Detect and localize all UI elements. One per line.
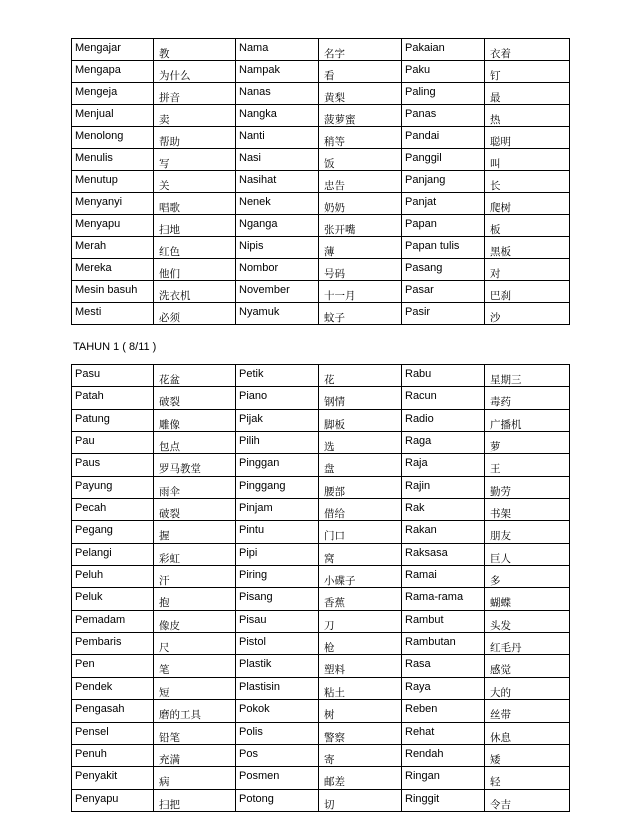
chinese-translation-cell: 爬树 xyxy=(485,193,570,215)
malay-word-cell: Pemadam xyxy=(72,610,154,632)
chinese-translation-cell: 叫 xyxy=(485,149,570,171)
malay-word-cell: Mesin basuh xyxy=(72,281,154,303)
malay-word-cell: Posmen xyxy=(236,767,319,789)
malay-word-cell: Nangka xyxy=(236,105,319,127)
chinese-translation-cell: 十一月 xyxy=(319,281,402,303)
chinese-translation-cell: 头发 xyxy=(485,610,570,632)
chinese-translation-cell: 小碟子 xyxy=(319,566,402,588)
section-heading: TAHUN 1 ( 8/11 ) xyxy=(73,341,157,353)
malay-word-cell: Ramai xyxy=(402,566,485,588)
malay-word-cell: Mengeja xyxy=(72,83,154,105)
malay-word-cell: Paling xyxy=(402,83,485,105)
chinese-translation-cell: 书架 xyxy=(485,499,570,521)
chinese-translation-cell: 腰部 xyxy=(319,476,402,498)
malay-word-cell: Pensel xyxy=(72,722,154,744)
malay-word-cell: Mengapa xyxy=(72,61,154,83)
table-row xyxy=(72,409,570,431)
chinese-translation-cell: 病 xyxy=(154,767,236,789)
table-row xyxy=(72,655,570,677)
table-row xyxy=(72,767,570,789)
malay-word-cell: Patah xyxy=(72,387,154,409)
table-row xyxy=(72,365,570,387)
malay-word-cell: Nanas xyxy=(236,83,319,105)
chinese-translation-cell: 忠告 xyxy=(319,171,402,193)
malay-word-cell: Rabu xyxy=(402,365,485,387)
table-row xyxy=(72,215,570,237)
malay-word-cell: Paku xyxy=(402,61,485,83)
chinese-translation-cell: 饭 xyxy=(319,149,402,171)
chinese-translation-cell: 花盆 xyxy=(154,365,236,387)
malay-word-cell: Pau xyxy=(72,432,154,454)
chinese-translation-cell: 邮差 xyxy=(319,767,402,789)
malay-word-cell: Menjual xyxy=(72,105,154,127)
malay-word-cell: Mengajar xyxy=(72,39,154,61)
chinese-translation-cell: 洗衣机 xyxy=(154,281,236,303)
malay-word-cell: Pandai xyxy=(402,127,485,149)
chinese-translation-cell: 钢情 xyxy=(319,387,402,409)
malay-word-cell: Plastisin xyxy=(236,677,319,699)
malay-word-cell: Nyamuk xyxy=(236,303,319,325)
malay-word-cell: Nganga xyxy=(236,215,319,237)
malay-word-cell: Pijak xyxy=(236,409,319,431)
chinese-translation-cell: 必须 xyxy=(154,303,236,325)
chinese-translation-cell: 罗马教堂 xyxy=(154,454,236,476)
chinese-translation-cell: 关 xyxy=(154,171,236,193)
chinese-translation-cell: 毒药 xyxy=(485,387,570,409)
chinese-translation-cell: 包点 xyxy=(154,432,236,454)
malay-word-cell: Rehat xyxy=(402,722,485,744)
malay-word-cell: Mereka xyxy=(72,259,154,281)
vocabulary-table-1 xyxy=(71,38,570,325)
malay-word-cell: Panggil xyxy=(402,149,485,171)
malay-word-cell: Nampak xyxy=(236,61,319,83)
malay-word-cell: Pendek xyxy=(72,677,154,699)
chinese-translation-cell: 破裂 xyxy=(154,387,236,409)
malay-word-cell: Papan xyxy=(402,215,485,237)
malay-word-cell: Pinggang xyxy=(236,476,319,498)
table-row xyxy=(72,39,570,61)
chinese-translation-cell: 聪明 xyxy=(485,127,570,149)
chinese-translation-cell: 切 xyxy=(319,789,402,811)
chinese-translation-cell: 充满 xyxy=(154,744,236,766)
chinese-translation-cell: 破裂 xyxy=(154,499,236,521)
chinese-translation-cell: 广播机 xyxy=(485,409,570,431)
chinese-translation-cell: 塑料 xyxy=(319,655,402,677)
malay-word-cell: Pasang xyxy=(402,259,485,281)
chinese-translation-cell: 沙 xyxy=(485,303,570,325)
chinese-translation-cell: 板 xyxy=(485,215,570,237)
malay-word-cell: Pasu xyxy=(72,365,154,387)
malay-word-cell: Nasihat xyxy=(236,171,319,193)
chinese-translation-cell: 勤劳 xyxy=(485,476,570,498)
chinese-translation-cell: 感觉 xyxy=(485,655,570,677)
chinese-translation-cell: 尺 xyxy=(154,633,236,655)
malay-word-cell: Nasi xyxy=(236,149,319,171)
table-row xyxy=(72,633,570,655)
chinese-translation-cell: 树 xyxy=(319,700,402,722)
table-row xyxy=(72,744,570,766)
chinese-translation-cell: 看 xyxy=(319,61,402,83)
chinese-translation-cell: 拼音 xyxy=(154,83,236,105)
malay-word-cell: Nipis xyxy=(236,237,319,259)
chinese-translation-cell: 最 xyxy=(485,83,570,105)
table-row xyxy=(72,193,570,215)
chinese-translation-cell: 扫把 xyxy=(154,789,236,811)
malay-word-cell: Merah xyxy=(72,237,154,259)
chinese-translation-cell: 菠萝蜜 xyxy=(319,105,402,127)
malay-word-cell: Pisau xyxy=(236,610,319,632)
malay-word-cell: Panjang xyxy=(402,171,485,193)
vocabulary-table-1-body xyxy=(72,39,570,325)
malay-word-cell: Papan tulis xyxy=(402,237,485,259)
malay-word-cell: Piano xyxy=(236,387,319,409)
table-row xyxy=(72,476,570,498)
malay-word-cell: Pintu xyxy=(236,521,319,543)
malay-word-cell: Plastik xyxy=(236,655,319,677)
malay-word-cell: Radio xyxy=(402,409,485,431)
chinese-translation-cell: 寄 xyxy=(319,744,402,766)
table-row xyxy=(72,677,570,699)
table-row xyxy=(72,521,570,543)
chinese-translation-cell: 奶奶 xyxy=(319,193,402,215)
malay-word-cell: Pistol xyxy=(236,633,319,655)
table-row xyxy=(72,149,570,171)
chinese-translation-cell: 张开嘴 xyxy=(319,215,402,237)
table-row xyxy=(72,105,570,127)
malay-word-cell: Pasir xyxy=(402,303,485,325)
chinese-translation-cell: 稍等 xyxy=(319,127,402,149)
malay-word-cell: Reben xyxy=(402,700,485,722)
malay-word-cell: Mesti xyxy=(72,303,154,325)
malay-word-cell: Peluh xyxy=(72,566,154,588)
malay-word-cell: Panjat xyxy=(402,193,485,215)
malay-word-cell: Polis xyxy=(236,722,319,744)
malay-word-cell: Rambutan xyxy=(402,633,485,655)
chinese-translation-cell: 王 xyxy=(485,454,570,476)
chinese-translation-cell: 萝 xyxy=(485,432,570,454)
chinese-translation-cell: 雕像 xyxy=(154,409,236,431)
malay-word-cell: Pelangi xyxy=(72,543,154,565)
malay-word-cell: Rakan xyxy=(402,521,485,543)
table-row xyxy=(72,387,570,409)
malay-word-cell: Nanti xyxy=(236,127,319,149)
malay-word-cell: Ringgit xyxy=(402,789,485,811)
chinese-translation-cell: 花 xyxy=(319,365,402,387)
chinese-translation-cell: 像皮 xyxy=(154,610,236,632)
table-row xyxy=(72,237,570,259)
chinese-translation-cell: 红色 xyxy=(154,237,236,259)
chinese-translation-cell: 教 xyxy=(154,39,236,61)
chinese-translation-cell: 巴刹 xyxy=(485,281,570,303)
chinese-translation-cell: 汗 xyxy=(154,566,236,588)
chinese-translation-cell: 蝴蝶 xyxy=(485,588,570,610)
chinese-translation-cell: 矮 xyxy=(485,744,570,766)
malay-word-cell: Pen xyxy=(72,655,154,677)
chinese-translation-cell: 薄 xyxy=(319,237,402,259)
table-row xyxy=(72,171,570,193)
malay-word-cell: Pinggan xyxy=(236,454,319,476)
malay-word-cell: Pecah xyxy=(72,499,154,521)
malay-word-cell: Rasa xyxy=(402,655,485,677)
table-row xyxy=(72,610,570,632)
table-row xyxy=(72,566,570,588)
malay-word-cell: Pisang xyxy=(236,588,319,610)
table-row xyxy=(72,432,570,454)
malay-word-cell: Penyakit xyxy=(72,767,154,789)
chinese-translation-cell: 笔 xyxy=(154,655,236,677)
chinese-translation-cell: 唱歌 xyxy=(154,193,236,215)
table-row xyxy=(72,303,570,325)
malay-word-cell: Pokok xyxy=(236,700,319,722)
chinese-translation-cell: 为什么 xyxy=(154,61,236,83)
malay-word-cell: Menyapu xyxy=(72,215,154,237)
malay-word-cell: Rama-rama xyxy=(402,588,485,610)
chinese-translation-cell: 蚊子 xyxy=(319,303,402,325)
chinese-translation-cell: 令吉 xyxy=(485,789,570,811)
chinese-translation-cell: 窝 xyxy=(319,543,402,565)
malay-word-cell: Rendah xyxy=(402,744,485,766)
table-row xyxy=(72,127,570,149)
chinese-translation-cell: 星期三 xyxy=(485,365,570,387)
table-row xyxy=(72,61,570,83)
malay-word-cell: Menyanyi xyxy=(72,193,154,215)
vocabulary-table-2 xyxy=(71,364,570,812)
chinese-translation-cell: 香蕉 xyxy=(319,588,402,610)
table-row xyxy=(72,454,570,476)
chinese-translation-cell: 帮助 xyxy=(154,127,236,149)
chinese-translation-cell: 门口 xyxy=(319,521,402,543)
chinese-translation-cell: 黄梨 xyxy=(319,83,402,105)
chinese-translation-cell: 铅笔 xyxy=(154,722,236,744)
chinese-translation-cell: 刀 xyxy=(319,610,402,632)
chinese-translation-cell: 朋友 xyxy=(485,521,570,543)
malay-word-cell: Nama xyxy=(236,39,319,61)
malay-word-cell: Menutup xyxy=(72,171,154,193)
malay-word-cell: Paus xyxy=(72,454,154,476)
malay-word-cell: Rajin xyxy=(402,476,485,498)
malay-word-cell: Pembaris xyxy=(72,633,154,655)
malay-word-cell: Nenek xyxy=(236,193,319,215)
malay-word-cell: Pinjam xyxy=(236,499,319,521)
chinese-translation-cell: 丝带 xyxy=(485,700,570,722)
malay-word-cell: Racun xyxy=(402,387,485,409)
chinese-translation-cell: 脚板 xyxy=(319,409,402,431)
chinese-translation-cell: 对 xyxy=(485,259,570,281)
chinese-translation-cell: 卖 xyxy=(154,105,236,127)
chinese-translation-cell: 写 xyxy=(154,149,236,171)
table-row xyxy=(72,83,570,105)
malay-word-cell: Potong xyxy=(236,789,319,811)
malay-word-cell: Patung xyxy=(72,409,154,431)
chinese-translation-cell: 休息 xyxy=(485,722,570,744)
chinese-translation-cell: 红毛丹 xyxy=(485,633,570,655)
malay-word-cell: Pegang xyxy=(72,521,154,543)
malay-word-cell: Menulis xyxy=(72,149,154,171)
chinese-translation-cell: 抱 xyxy=(154,588,236,610)
chinese-translation-cell: 粘土 xyxy=(319,677,402,699)
chinese-translation-cell: 他们 xyxy=(154,259,236,281)
chinese-translation-cell: 短 xyxy=(154,677,236,699)
table-row xyxy=(72,722,570,744)
chinese-translation-cell: 警察 xyxy=(319,722,402,744)
chinese-translation-cell: 热 xyxy=(485,105,570,127)
chinese-translation-cell: 借给 xyxy=(319,499,402,521)
malay-word-cell: Raja xyxy=(402,454,485,476)
chinese-translation-cell: 长 xyxy=(485,171,570,193)
malay-word-cell: Raya xyxy=(402,677,485,699)
malay-word-cell: Petik xyxy=(236,365,319,387)
table-row xyxy=(72,499,570,521)
table-row xyxy=(72,700,570,722)
malay-word-cell: Panas xyxy=(402,105,485,127)
malay-word-cell: November xyxy=(236,281,319,303)
chinese-translation-cell: 雨伞 xyxy=(154,476,236,498)
chinese-translation-cell: 枪 xyxy=(319,633,402,655)
chinese-translation-cell: 黑板 xyxy=(485,237,570,259)
malay-word-cell: Pos xyxy=(236,744,319,766)
chinese-translation-cell: 握 xyxy=(154,521,236,543)
table-row xyxy=(72,281,570,303)
chinese-translation-cell: 衣着 xyxy=(485,39,570,61)
malay-word-cell: Penyapu xyxy=(72,789,154,811)
chinese-translation-cell: 大的 xyxy=(485,677,570,699)
malay-word-cell: Penuh xyxy=(72,744,154,766)
malay-word-cell: Piring xyxy=(236,566,319,588)
malay-word-cell: Raksasa xyxy=(402,543,485,565)
malay-word-cell: Rambut xyxy=(402,610,485,632)
malay-word-cell: Menolong xyxy=(72,127,154,149)
chinese-translation-cell: 钉 xyxy=(485,61,570,83)
chinese-translation-cell: 名字 xyxy=(319,39,402,61)
chinese-translation-cell: 彩虹 xyxy=(154,543,236,565)
chinese-translation-cell: 磨的工具 xyxy=(154,700,236,722)
malay-word-cell: Peluk xyxy=(72,588,154,610)
chinese-translation-cell: 扫地 xyxy=(154,215,236,237)
malay-word-cell: Nombor xyxy=(236,259,319,281)
chinese-translation-cell: 巨人 xyxy=(485,543,570,565)
malay-word-cell: Ringan xyxy=(402,767,485,789)
malay-word-cell: Pengasah xyxy=(72,700,154,722)
malay-word-cell: Pakaian xyxy=(402,39,485,61)
malay-word-cell: Payung xyxy=(72,476,154,498)
chinese-translation-cell: 选 xyxy=(319,432,402,454)
table-row xyxy=(72,259,570,281)
chinese-translation-cell: 轻 xyxy=(485,767,570,789)
chinese-translation-cell: 多 xyxy=(485,566,570,588)
chinese-translation-cell: 号码 xyxy=(319,259,402,281)
malay-word-cell: Pipi xyxy=(236,543,319,565)
table-row xyxy=(72,543,570,565)
table-row xyxy=(72,588,570,610)
malay-word-cell: Pilih xyxy=(236,432,319,454)
chinese-translation-cell: 盘 xyxy=(319,454,402,476)
malay-word-cell: Pasar xyxy=(402,281,485,303)
malay-word-cell: Rak xyxy=(402,499,485,521)
vocabulary-table-2-body xyxy=(72,365,570,812)
malay-word-cell: Raga xyxy=(402,432,485,454)
table-row xyxy=(72,789,570,811)
